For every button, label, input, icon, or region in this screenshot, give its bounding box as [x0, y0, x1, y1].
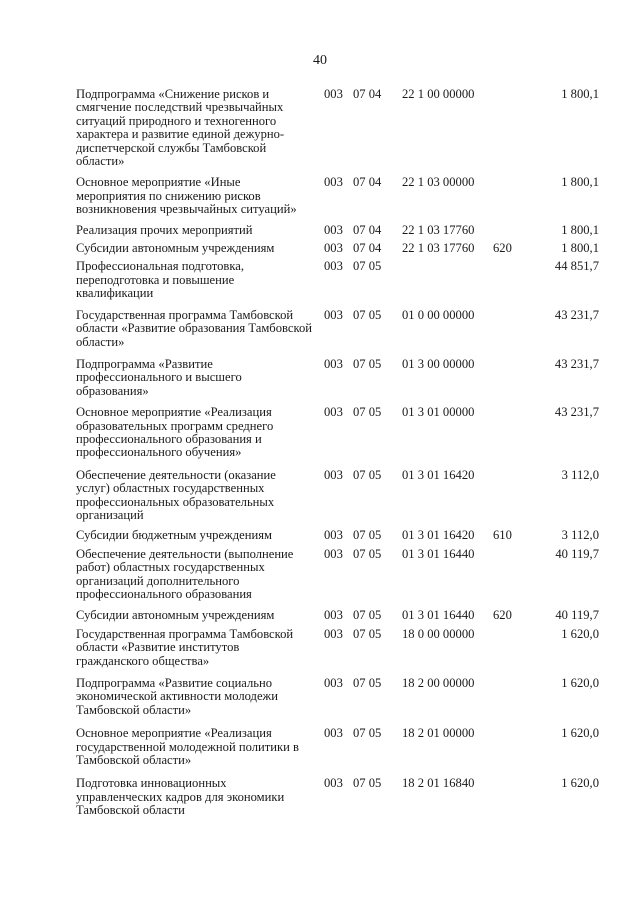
admin-code: 003	[324, 307, 343, 322]
amount: 1 800,1	[561, 87, 599, 101]
expense-type: 620	[493, 608, 512, 623]
admin-code: 003	[324, 405, 343, 420]
table-row	[0, 777, 640, 817]
section-code: 07 05	[353, 259, 382, 274]
admin-code: 003	[324, 726, 343, 741]
amount: 1 800,1	[561, 175, 599, 190]
item-name: Основное мероприятие «Реализация образовательных программ среднего профессионального образования и профессионального обучения»	[76, 405, 274, 460]
section-code: 07 05	[353, 467, 382, 482]
section-code: 07 05	[353, 676, 382, 691]
target-article: 18 2 01 16840	[402, 776, 475, 791]
amount: 43 231,7	[554, 356, 599, 371]
section-code: 07 04	[353, 222, 382, 237]
section-code: 07 05	[353, 608, 382, 623]
table-row	[0, 224, 640, 237]
table-row	[0, 358, 640, 398]
expense-type: 610	[493, 528, 512, 543]
item-name: Субсидии автономным учреждениям	[76, 608, 275, 623]
admin-code: 003	[324, 676, 343, 691]
item-name: Реализация прочих мероприятий	[76, 222, 253, 237]
section-code: 07 05	[353, 776, 382, 791]
amount: 43 231,7	[554, 405, 599, 420]
item-name: Подпрограмма «Развитие социально экономической активности молодежи Тамбовской области»	[76, 676, 278, 717]
section-code: 07 05	[353, 546, 382, 561]
admin-code: 003	[324, 608, 343, 623]
table-row	[0, 548, 640, 602]
table-row	[0, 260, 640, 300]
admin-code: 003	[324, 776, 343, 791]
section-code: 07 04	[353, 241, 382, 256]
section-code: 07 05	[353, 405, 382, 420]
target-article: 22 1 03 17760	[402, 222, 475, 237]
amount: 44 851,7	[554, 259, 599, 274]
table-row	[0, 609, 640, 622]
target-article: 01 3 01 16420	[402, 528, 475, 543]
amount: 40 119,7	[555, 546, 599, 561]
target-article: 01 0 00 00000	[402, 307, 475, 322]
target-article: 22 1 03 17760	[402, 241, 475, 256]
item-name: Субсидии автономным учреждениям	[76, 241, 275, 256]
target-article: 18 2 00 00000	[402, 676, 475, 691]
item-name: Основное мероприятие «Иные мероприятия по снижению рисков возникновения чрезвычайных ситуаций»	[76, 175, 297, 217]
section-code: 07 04	[353, 87, 382, 101]
admin-code: 003	[324, 175, 343, 190]
table-row	[0, 242, 640, 255]
amount: 3 112,0	[561, 528, 599, 543]
item-name: Государственная программа Тамбовской области «Развитие образования Тамбовской области»	[76, 307, 312, 349]
admin-code: 003	[324, 467, 343, 482]
target-article: 01 3 01 00000	[402, 405, 475, 420]
page-number: 40	[313, 53, 327, 68]
item-name: Подпрограмма «Снижение рисков и смягчение последствий чрезвычайных ситуаций природного и техногенного характера и развитие единой дежурно-диспетчерской службы Тамбовской области»	[76, 87, 285, 169]
amount: 1 800,1	[561, 241, 599, 256]
target-article: 01 3 01 16440	[402, 546, 475, 561]
target-article: 22 1 00 00000	[402, 87, 475, 101]
item-name: Основное мероприятие «Реализация государственной молодежной политики в Тамбовской области»	[76, 726, 299, 768]
table-row	[0, 406, 640, 460]
admin-code: 003	[324, 222, 343, 237]
item-name: Государственная программа Тамбовской области «Развитие институтов гражданского общества»	[76, 626, 294, 668]
section-code: 07 05	[353, 626, 382, 641]
admin-code: 003	[324, 259, 343, 274]
section-code: 07 05	[353, 356, 382, 371]
target-article: 01 3 01 16440	[402, 608, 475, 623]
amount: 1 620,0	[561, 676, 599, 691]
admin-code: 003	[324, 241, 343, 256]
item-name: Подготовка инновационных управленческих кадров для экономики Тамбовской области	[76, 776, 285, 818]
amount: 3 112,0	[561, 467, 599, 482]
table-row	[0, 677, 640, 717]
target-article: 01 3 01 16420	[402, 467, 475, 482]
section-code: 07 05	[353, 726, 382, 741]
item-name: Субсидии бюджетным учреждениям	[76, 528, 272, 543]
target-article: 18 0 00 00000	[402, 626, 475, 641]
item-name: Обеспечение деятельности (выполнение работ) областных государственных организаций дополнительного профессионального образования	[76, 546, 294, 601]
expense-type: 620	[493, 241, 512, 256]
item-name: Профессиональная подготовка, переподготовка и повышение квалификации	[76, 259, 245, 301]
table-row	[0, 727, 640, 767]
amount: 1 620,0	[561, 776, 599, 791]
table-row	[0, 628, 640, 668]
table-row	[0, 529, 640, 542]
admin-code: 003	[324, 626, 343, 641]
target-article: 01 3 00 00000	[402, 356, 475, 371]
amount: 40 119,7	[555, 608, 599, 623]
section-code: 07 05	[353, 307, 382, 322]
item-name: Подпрограмма «Развитие профессионального и высшего образования»	[76, 356, 242, 398]
admin-code: 003	[324, 356, 343, 371]
table-row	[0, 88, 640, 168]
admin-code: 003	[324, 528, 343, 543]
target-article: 18 2 01 00000	[402, 726, 475, 741]
amount: 1 800,1	[561, 222, 599, 237]
amount: 43 231,7	[554, 307, 599, 322]
admin-code: 003	[324, 87, 343, 101]
target-article: 22 1 03 00000	[402, 175, 475, 190]
table-row	[0, 309, 640, 349]
section-code: 07 05	[353, 528, 382, 543]
table-row	[0, 176, 640, 216]
item-name: Обеспечение деятельности (оказание услуг) областных государственных профессиональных образовательных организаций	[76, 467, 276, 522]
amount: 1 620,0	[561, 626, 599, 641]
table-row	[0, 469, 640, 523]
amount: 1 620,0	[561, 726, 599, 741]
section-code: 07 04	[353, 175, 382, 190]
admin-code: 003	[324, 546, 343, 561]
budget-table	[0, 88, 640, 818]
